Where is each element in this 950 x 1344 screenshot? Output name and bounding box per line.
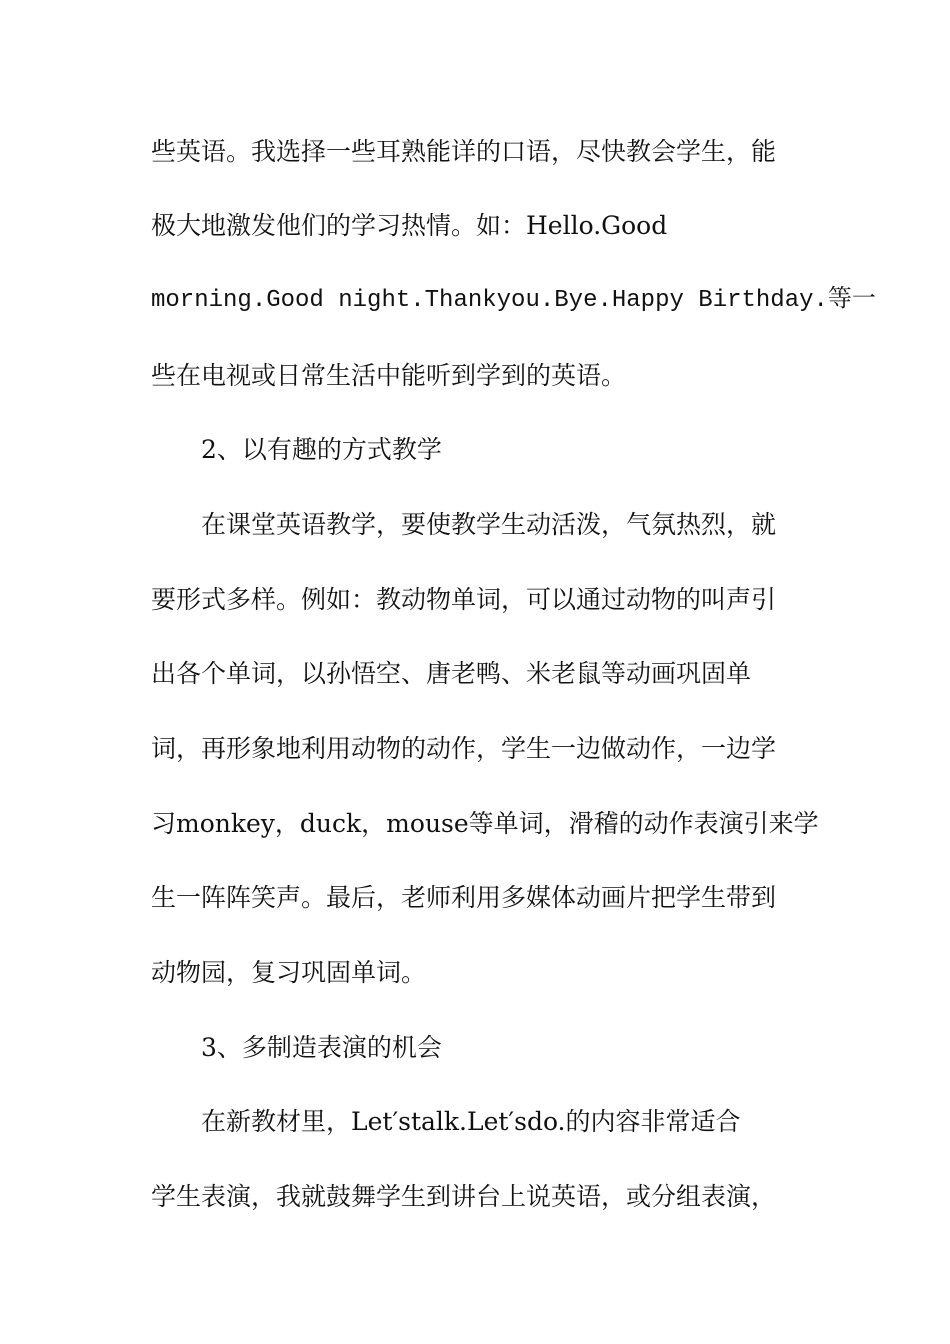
section-heading: 3、多制造表演的机会	[201, 1033, 442, 1062]
text-line: 极大地激发他们的学习热情。如：Hello.Good	[151, 211, 668, 240]
text-line: morning.Good night.Thankyou.Bye.Happy Birthday.等一	[151, 287, 876, 314]
text-line: 生一阵阵笑声。最后，老师利用多媒体动画片把学生带到	[151, 883, 777, 912]
text-line: 出各个单词，以孙悟空、唐老鸭、米老鼠等动画巩固单	[151, 659, 752, 688]
text-line: 些英语。我选择一些耳熟能详的口语，尽快教会学生，能	[151, 137, 777, 166]
text-line: 动物园，复习巩固单词。	[151, 958, 427, 987]
text-line: 学生表演，我就鼓舞学生到讲台上说英语，或分组表演，	[151, 1182, 777, 1211]
text-line: 习monkey，duck，mouse等单词，滑稽的动作表演引来学	[151, 809, 819, 838]
text-line: 些在电视或日常生活中能听到学到的英语。	[151, 361, 627, 390]
text-line: 在课堂英语教学，要使教学生动活泼，气氛热烈，就	[201, 510, 777, 539]
section-heading: 2、以有趣的方式教学	[201, 435, 442, 464]
text-line: 词，再形象地利用动物的动作，学生一边做动作，一边学	[151, 734, 777, 763]
text-line: 在新教材里，Let′stalk.Let′sdo.的内容非常适合	[201, 1107, 741, 1136]
text-line: 要形式多样。例如：教动物单词，可以通过动物的叫声引	[151, 585, 777, 614]
